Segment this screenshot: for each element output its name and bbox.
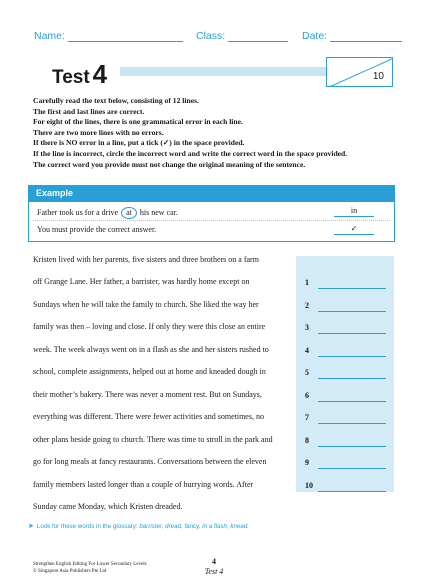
copyright-line: © Singapore Asia Publishers Pte Ltd <box>33 569 107 574</box>
example-divider <box>33 220 390 221</box>
answer-number: 8 <box>305 435 309 445</box>
answer-blank[interactable] <box>318 333 386 334</box>
answer-number: 3 <box>305 323 309 332</box>
example-heading: Example <box>28 185 395 202</box>
instructions <box>33 96 408 170</box>
answer-blank[interactable] <box>318 378 386 379</box>
passage-line: family was then – loving and close. If only they were this close an entire <box>33 322 266 331</box>
answer-number: 1 <box>305 278 309 287</box>
answer-number: 4 <box>305 345 309 355</box>
date-label: Date: <box>302 30 328 42</box>
passage-line: their mother’s bakery. There was never a moment rest. But on Sundays, <box>33 389 262 399</box>
passage-line: family members lasted longer than a couple of hurrying words. After <box>33 479 254 489</box>
passage-line: go for long meals at fancy restaurants. Conversations between the eleven <box>33 457 267 466</box>
example-line-2: You must provide the correct answer. <box>37 225 157 234</box>
example-answer-1: in <box>334 206 374 217</box>
instruction-line: If the line is incorrect, circle the incorrect word and write the correct word in the space provided. <box>33 148 348 158</box>
title-number: 4 <box>92 59 108 89</box>
passage-line: Sunday came Monday, which Kristen dreaded. <box>33 502 183 511</box>
name-line <box>68 32 183 42</box>
passage-line: everything was different. There were fewer activities and sometimes, no <box>33 412 264 421</box>
name-field[interactable] <box>34 30 183 42</box>
answer-blank[interactable] <box>318 491 386 492</box>
score-box[interactable] <box>326 57 393 87</box>
instruction-line: There are two more lines with no errors. <box>33 127 164 137</box>
page-title <box>52 59 107 90</box>
answer-blank[interactable] <box>318 423 386 424</box>
answer-number: 9 <box>305 458 309 467</box>
example-text-before: Father took us for a drive <box>37 208 119 217</box>
instruction-line: The first and last lines are correct. <box>33 106 145 116</box>
page-number: 4 <box>212 557 216 566</box>
answer-number: 6 <box>305 390 309 400</box>
instruction-line: If there is NO error in a line, put a tick (✓) in the space provided. <box>33 138 245 148</box>
class-field[interactable] <box>196 30 288 42</box>
passage-line: week. The week always went on in a flash as she and her sisters rushed to <box>33 344 269 354</box>
passage-line: off Grange Lane. Her father, a barrister, was hardly home except on <box>33 277 250 286</box>
publisher-line: Strengthen English Editing For Lower Secondary Levels <box>33 562 147 567</box>
instruction-line: For eight of the lines, there is one grammatical error in each line. <box>33 117 243 127</box>
answer-blank[interactable] <box>318 468 386 469</box>
answer-blank[interactable] <box>318 311 386 312</box>
answer-blank[interactable] <box>318 401 386 402</box>
answer-number: 2 <box>305 300 309 310</box>
max-score: 10 <box>372 71 384 82</box>
glossary-note <box>28 522 249 530</box>
example-text-after: his new car. <box>139 208 178 217</box>
example-line-1 <box>37 207 178 219</box>
answer-blank[interactable] <box>318 356 386 357</box>
name-label: Name: <box>34 30 65 42</box>
glossary-words: barrister, dread, fancy, in a flash, knead. <box>139 523 249 530</box>
passage-line: other plans beside going to church. There was time to stroll in the park and <box>33 434 273 444</box>
example-circled-word: at <box>121 207 137 219</box>
instruction-line: Carefully read the text below, consisting of 12 lines. <box>33 96 199 105</box>
page-footer <box>184 557 244 577</box>
class-line <box>228 32 288 42</box>
example-answer-2: ✓ <box>334 224 374 235</box>
class-label: Class: <box>196 30 226 42</box>
footer-test-label: Test 4 <box>204 567 224 576</box>
date-line <box>330 32 402 42</box>
title-word: Test <box>52 67 90 88</box>
passage-line: school, complete assignments, helped out at home and kneaded dough in <box>33 367 266 376</box>
passage-line: Kristen lived with her parents, five sisters and three brothers on a farm <box>33 255 259 264</box>
answer-panel <box>296 256 394 492</box>
answer-number: 7 <box>305 413 309 422</box>
title-bar <box>120 67 358 76</box>
passage-line: Sundays when he will take the family to church. She liked the way her <box>33 299 259 309</box>
date-field[interactable] <box>302 30 402 42</box>
arrow-right-icon: ➤ <box>28 523 34 530</box>
glossary-lead: Look for these words in the glossary: <box>36 523 138 530</box>
answer-blank[interactable] <box>318 446 386 447</box>
answer-number: 10 <box>305 480 313 490</box>
header-fields <box>34 30 404 44</box>
answer-blank[interactable] <box>318 288 386 289</box>
example-box <box>28 202 395 242</box>
publisher-info <box>33 561 147 575</box>
instruction-line: The correct word you provide must not change the original meaning of the sentence. <box>33 159 306 169</box>
answer-number: 5 <box>305 368 309 377</box>
